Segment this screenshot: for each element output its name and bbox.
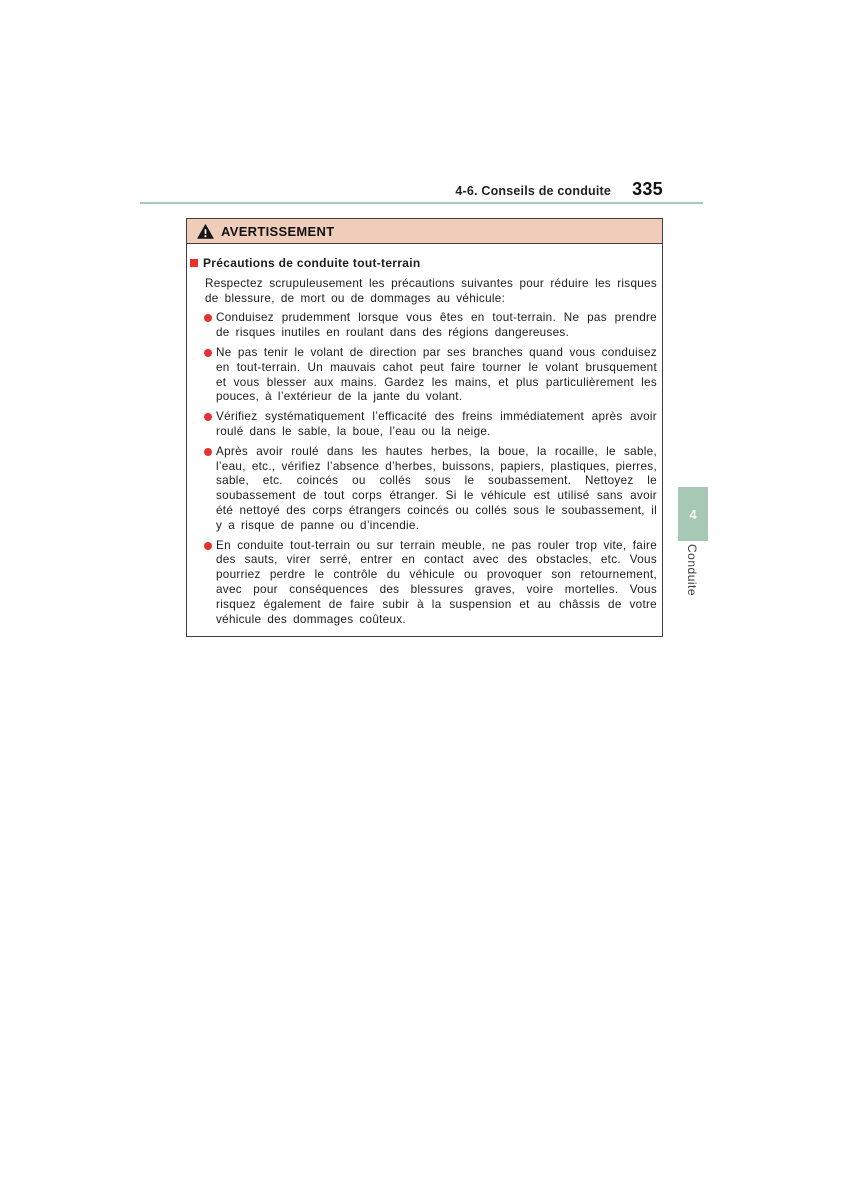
intro-paragraph: Respectez scrupuleusement les précautions suivantes pour réduire les risques de blessure, de mort ou de dommages au véhicule:: [205, 276, 657, 305]
page-number: 335: [632, 179, 663, 199]
page-header: [140, 179, 663, 200]
topic-heading: [190, 256, 657, 271]
red-dot-bullet-icon: [204, 314, 212, 322]
red-dot-bullet-icon: [204, 349, 212, 357]
list-item: [204, 410, 657, 440]
warning-title: AVERTISSEMENT: [221, 223, 335, 239]
list-item-text: Ne pas tenir le volant de direction par ses branches quand vous conduisez en tout-terrain. Un mauvais cahot peut faire tourner le volant brusquement et vous blesser aux mains. Gardez les mains, et plus particulièrement les pouces, à l’extérieur de la jante du volant.: [216, 345, 657, 404]
list-item: [204, 346, 657, 405]
chapter-tab: 4: [678, 487, 708, 541]
list-item-text: En conduite tout-terrain ou sur terrain meuble, ne pas rouler trop vite, faire des sauts, virer serré, entrer en contact avec des obstacles, etc. Vous pourriez perdre le contrôle du véhicule ou provoquer son retournement, avec pour conséquences des blessures graves, voire mortelles. Vous risquez également de faire subir à la suspension et au châssis de votre véhicule des dommages coûteux.: [216, 538, 657, 626]
list-item: [204, 311, 657, 341]
red-dot-bullet-icon: [204, 413, 212, 421]
header-rule: [140, 202, 703, 204]
warning-box: [186, 218, 663, 637]
list-item: [204, 445, 657, 534]
list-item: [204, 539, 657, 628]
section-title: 4-6. Conseils de conduite: [455, 184, 612, 198]
red-dot-bullet-icon: [204, 448, 212, 456]
chapter-label: Conduite: [685, 544, 699, 597]
red-dot-bullet-icon: [204, 542, 212, 550]
list-item-text: Conduisez prudemment lorsque vous êtes en tout-terrain. Ne pas prendre de risques inutiles en roulant dans des régions dangereuses.: [216, 311, 657, 340]
red-square-bullet-icon: [190, 259, 198, 267]
warning-box-header: [187, 219, 662, 244]
topic-heading-text: Précautions de conduite tout-terrain: [203, 256, 421, 270]
list-item-text: Vérifiez systématiquement l’efficacité des freins immédiatement après avoir roulé dans le sable, la boue, l’eau ou la neige.: [216, 410, 657, 438]
warning-triangle-icon: [197, 224, 214, 239]
list-item-text: Après avoir roulé dans les hautes herbes, la boue, la rocaille, le sable, l’eau, etc., vérifiez l’absence d’herbes, buissons, papiers, plastiques, pierres, sable, etc. coincés ou collés sous le soubassement. Nettoyez le soubassement de tout corps étranger. Si le véhicule est utilisé sans avoir été nettoyé des corps étrangers coincés ou collés sous le soubassement, il y a risque de panne ou d’incendie.: [216, 444, 657, 532]
warning-box-content: [187, 244, 662, 636]
